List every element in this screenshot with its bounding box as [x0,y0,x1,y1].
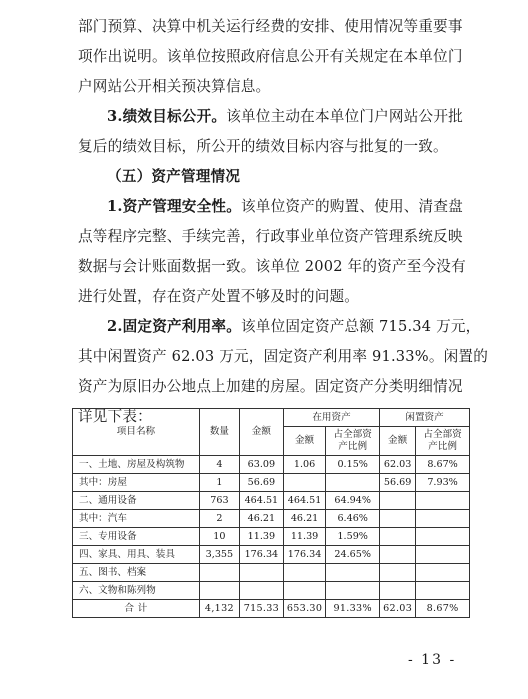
paragraph-lead: 2.固定资产利用率。 [107,318,241,335]
total-cell: 合 计 [73,600,200,618]
row-value-cell [380,510,416,528]
subheader-amount: 金额 [283,427,325,456]
table-row [73,492,470,510]
row-value-cell: 64.94% [326,492,380,510]
row-value-cell: 2 [199,510,239,528]
fixed-asset-table [72,408,470,618]
text-line: 数据与会计账面数据一致。该单位 2002 年的资产至今没有 [78,258,466,275]
row-value-cell: 3,355 [199,546,239,564]
row-value-cell: 11.39 [239,528,283,546]
table-row [73,582,470,600]
row-value-cell: 63.09 [239,456,283,474]
table-row [73,564,470,582]
row-value-cell: 176.34 [283,546,325,564]
table-row [73,546,470,564]
header-in-use-assets: 在用资产 [283,409,379,427]
row-value-cell: 7.93% [416,474,470,492]
row-value-cell: 464.51 [283,492,325,510]
paragraph-budget-disclosure [78,12,470,102]
total-cell: 8.67% [416,600,470,618]
row-value-cell [416,528,470,546]
row-value-cell [283,564,325,582]
subheader-amount: 金额 [380,427,416,456]
text-line: 项作出说明。该单位按照政府信息公开有关规定在本单位门 [78,48,463,65]
row-value-cell: 8.67% [416,456,470,474]
row-value-cell: 176.34 [239,546,283,564]
row-value-cell [326,582,380,600]
row-value-cell [326,564,380,582]
page-number: - 13 - [408,652,457,668]
section-heading-asset-management: （五）资产管理情况 [107,168,241,185]
row-value-cell [416,546,470,564]
row-value-cell: 6.46% [326,510,380,528]
row-value-cell: 1.59% [326,528,380,546]
table-body [73,456,470,600]
row-value-cell [416,510,470,528]
row-value-cell [239,564,283,582]
subheader-ratio: 占全部资产比例 [416,427,470,456]
text-line: 点等程序完整、手续完善，行政事业单位资产管理系统反映 [78,228,463,245]
row-value-cell: 24.65% [326,546,380,564]
subheader-ratio: 占全部资产比例 [326,427,380,456]
text-line: 户网站公开相关预决算信息。 [78,78,271,95]
header-idle-assets: 闲置资产 [380,409,470,427]
total-cell: 91.33% [326,600,380,618]
row-item-name: 一、土地、房屋及构筑物 [73,456,200,474]
row-value-cell: 46.21 [283,510,325,528]
row-value-cell: 1 [199,474,239,492]
row-value-cell [380,582,416,600]
total-cell: 62.03 [380,600,416,618]
row-value-cell [380,492,416,510]
row-value-cell: 464.51 [239,492,283,510]
row-item-name: 二、通用设备 [73,492,200,510]
row-value-cell: 10 [199,528,239,546]
row-value-cell: 4 [199,456,239,474]
table-header-row [73,409,470,427]
row-value-cell: 56.69 [380,474,416,492]
text-line: 该单位主动在本单位门户网站公开批 [226,108,463,125]
paragraph-asset-safety [78,192,470,312]
row-value-cell [283,474,325,492]
text-line: 详见下表： [78,408,152,425]
table-total-row [73,600,470,618]
total-cell: 653.30 [283,600,325,618]
row-value-cell [380,528,416,546]
row-value-cell: 56.69 [239,474,283,492]
header-item-name: 项目名称 [73,409,200,456]
table-row [73,528,470,546]
row-value-cell [199,564,239,582]
paragraph-lead: 1.资产管理安全性。 [107,198,241,215]
row-value-cell [416,582,470,600]
row-value-cell: 763 [199,492,239,510]
row-item-name: 五、图书、档案 [73,564,200,582]
row-item-name: 四、家具、用具、装具 [73,546,200,564]
header-amount: 金额 [239,409,283,456]
table-row [73,456,470,474]
total-cell: 715.33 [239,600,283,618]
text-line: 该单位资产的购置、使用、清查盘 [241,198,463,215]
text-line: 部门预算、决算中机关运行经费的安排、使用情况等重要事 [78,18,463,35]
row-item-name: 三、专用设备 [73,528,200,546]
row-item-name: 六、文物和陈列物 [73,582,200,600]
row-value-cell [326,474,380,492]
row-value-cell [380,564,416,582]
row-value-cell [416,564,470,582]
text-line: 进行处置，存在资产处置不够及时的问题。 [78,288,360,305]
header-quantity: 数量 [199,409,239,456]
row-item-name: 其中：汽车 [73,510,200,528]
text-line: 复后的绩效目标，所公开的绩效目标内容与批复的一致。 [78,138,448,155]
row-value-cell [416,492,470,510]
row-value-cell [199,582,239,600]
text-line: 其中闲置资产 62.03 万元，固定资产利用率 91.33%。闲置的 [78,348,489,365]
row-value-cell [283,582,325,600]
row-value-cell: 1.06 [283,456,325,474]
row-value-cell [239,582,283,600]
table-row [73,474,470,492]
row-value-cell: 0.15% [326,456,380,474]
total-cell: 4,132 [199,600,239,618]
row-value-cell [380,546,416,564]
row-item-name: 其中：房屋 [73,474,200,492]
text-line: 该单位固定资产总额 715.34 万元， [241,318,481,335]
row-value-cell: 62.03 [380,456,416,474]
row-value-cell: 11.39 [283,528,325,546]
paragraph-performance-goals [78,102,470,162]
row-value-cell: 46.21 [239,510,283,528]
table-row [73,510,470,528]
paragraph-lead: 3.绩效目标公开。 [107,108,227,125]
text-line: 资产为原旧办公地点上加建的房屋。固定资产分类明细情况 [78,378,463,395]
